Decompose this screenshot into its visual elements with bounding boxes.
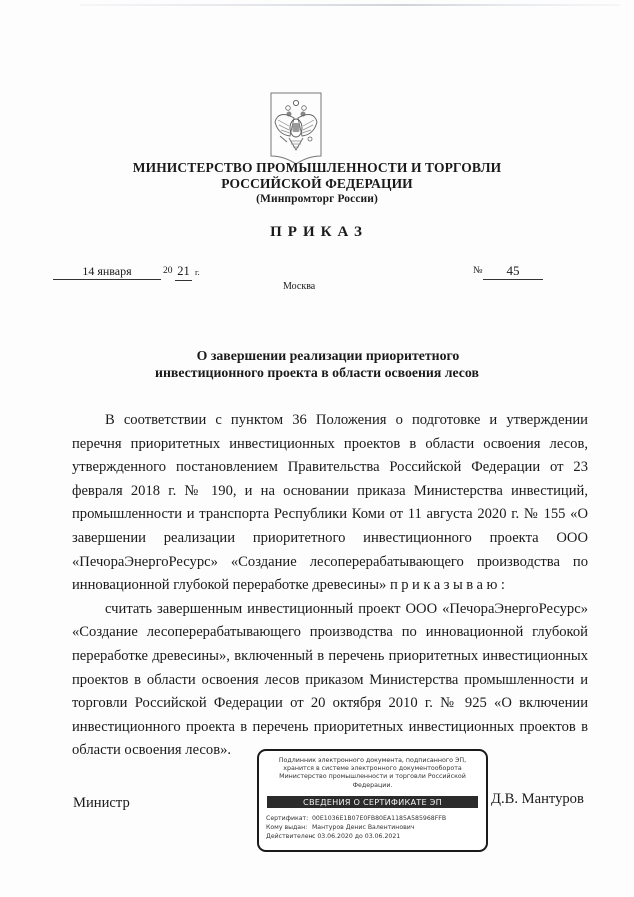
e-signature-stamp [257,749,488,852]
issued-to-label: Кому выдан: [266,824,308,831]
certificate-value: 00E1036E1B07E0FB80EA1185A585968FFB [311,815,447,822]
validity-row [266,832,446,841]
stamp-note: Подлинник электронного документа, подписанного ЭП, хранится в системе электронного документооборота Министерство промышленности и торговли Российской Федерации. [278,757,467,789]
resolution-paragraph: считать завершенным инвестиционный проект ООО «ПечораЭнергоРесурс» «Создание лесоперерабатывающего производства по инновационной глубокой переработке древесины», включенный в перечень приоритетных инвестиционных проектов в области освоения лесов приказом Министерства промышленности и торговли Российской Федерации от 20 октября 2010 г. № 925 «О включении инвестиционного проекта в перечень приоритетных инвестиционных проектов в области освоения лесов». [72,600,588,759]
russian-coat-of-arms-icon [270,92,322,168]
document-type-title: ПРИКАЗ [270,224,368,240]
ministry-short-name: (Минпромторг России) [256,193,378,205]
certificate-details [266,814,446,841]
validity-label: Действителен: [266,833,315,840]
order-number: 45 [483,262,543,280]
signer-name: Д.В. Мантуров [491,791,584,807]
ministry-name-line1: МИНИСТЕРСТВО ПРОМЫШЛЕННОСТИ И ТОРГОВЛИ [132,160,502,175]
preamble-paragraph [72,409,588,598]
order-body [72,409,588,763]
scan-artifact-line [80,4,620,6]
order-date: 14 января [53,262,161,280]
issued-to-row [266,823,446,832]
certificate-label: Сертификат: [266,815,309,822]
ministry-name-line2: РОССИЙСКОЙ ФЕДЕРАЦИИ [221,176,413,191]
certificate-row [266,814,446,823]
order-city: Москва [283,281,316,292]
order-year-suffix: 21 [175,262,192,281]
year-unit: г. [195,267,200,277]
issued-to-value: Мантуров Денис Валентинович [311,824,415,831]
order-year-prefix: 20 [163,266,173,276]
order-subject-line1: О завершении реализации приоритетного [196,348,460,363]
validity-value: с 03.06.2020 до 03.06.2021 [311,833,401,840]
order-subject-line2: инвестиционного проекта в области освоения лесов [155,365,479,380]
order-word: приказываю: [389,577,509,594]
preamble-text: В соответствии с пунктом 36 Положения о подготовке и утверждении перечня приоритетных инвестиционных проектов в области освоения лесов, утвержденного постановлением Правительства Российской Федерации от 23 февраля 2018 г. № 190, и на основании приказа Министерства инвестиций, промышленности и транспорта Республики Коми от 11 августа 2020 г. № 155 «О завершении реализации приоритетного инвестиционного проекта ООО «ПечораЭнергоРесурс» «Создание лесоперерабатывающего производства по инновационной глубокой переработке древесины» [72,412,588,594]
signer-position: Министр [73,795,130,811]
number-sign: № [473,265,483,276]
stamp-banner: СВЕДЕНИЯ О СЕРТИФИКАТЕ ЭП [267,796,478,808]
